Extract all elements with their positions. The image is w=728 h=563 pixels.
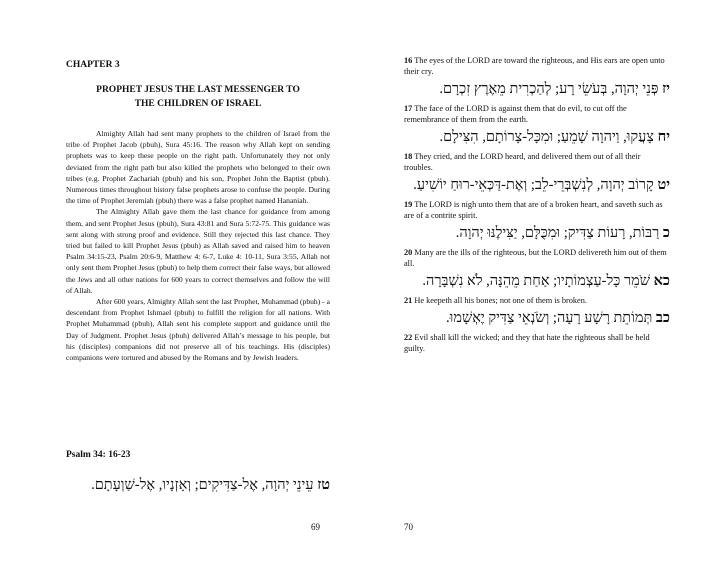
hebrew-verse-text: פְּנֵי יְהוָה, בְּעֹשֵׂי רָע; לְהַכְרִית מֵאֶרֶץ זִכְרָם. xyxy=(439,81,659,97)
right-page xyxy=(364,0,728,563)
hebrew-verse xyxy=(404,222,670,244)
hebrew-verse xyxy=(404,307,670,329)
hebrew-verse xyxy=(66,474,330,496)
verse-item xyxy=(404,103,670,148)
english-verse-text: He keepeth all his bones; not one of them is broken. xyxy=(414,296,587,305)
verse-item xyxy=(404,247,670,292)
hebrew-verse-number: כא xyxy=(653,273,670,289)
english-verse xyxy=(404,295,670,306)
english-verse-text: The face of the LORD is against them that do evil, to cut off the remembrance of them from the earth. xyxy=(404,104,627,124)
verse-item xyxy=(404,55,670,100)
verse-item xyxy=(404,295,670,329)
paragraph-1: Almighty Allah had sent many prophets to the children of Israel from the tribe of Prophet Jacob (pbuh), Sura 45:16. The reason why Allah kept on sending prophets was to keep these people on the right path. Unfortunately they not only deviated from the right path but also killed the prophets who belonged to their own tribes (e.g. Prophet Zachariah (pbuh) and his son, Prophet John the Baptist (pbuh). Numerous times throughout history false prophets arose to confuse the people. During the time of Prophet Jeremiah (pbuh) there was a false prophet named Hananiah. xyxy=(66,129,330,206)
hebrew-verse xyxy=(404,78,670,100)
english-verse xyxy=(404,151,670,173)
hebrew-verse-text: קָרוֹב יְהוָה, לְנִשְׁבְּרֵי-לֵב; וְאֶת-דַּכְּאֵי-רוּחַ יוֹשִׁיעַ. xyxy=(413,177,654,193)
english-verse-text: Evil shall kill the wicked; and they that hate the righteous shall be held guilty. xyxy=(404,333,650,353)
english-verse-text: Many are the ills of the righteous, but the LORD delivereth him out of them all. xyxy=(404,248,667,268)
hebrew-verse-number: כ xyxy=(662,225,670,241)
hebrew-verse-text: עֵינֵי יְהוָה, אֶל-צַדִּיקִים; וְאָזְנָיו, אֶל-שַׁוְעָתָם. xyxy=(91,477,314,493)
chapter-title xyxy=(66,83,330,111)
verse-number: 19 xyxy=(404,200,413,209)
hebrew-verse xyxy=(404,270,670,292)
hebrew-verse-text: צָעֲקוּ, וַיהוָה שָׁמֵעַ; וּמִכָּל-צָרוֹתָם, הִצִּילָם. xyxy=(439,129,654,145)
hebrew-verse-text: שֹׁמֵר כָּל-עַצְמוֹתָיו; אַחַת מֵהֵנָּה, לֹא נִשְׁבָּרָה. xyxy=(422,273,650,289)
verse-item xyxy=(404,199,670,244)
chapter-title-line2: THE CHILDREN OF ISRAEL xyxy=(134,99,262,109)
verse-item xyxy=(404,332,670,354)
verse-number: 21 xyxy=(404,296,413,305)
hebrew-verse-number: כב xyxy=(655,310,670,326)
english-verse-text: They cried, and the LORD heard, and delivered them out of all their troubles. xyxy=(404,152,641,172)
verse-number: 22 xyxy=(404,333,413,342)
english-verse xyxy=(404,55,670,77)
page-number-right: 70 xyxy=(404,522,413,532)
verse-number: 20 xyxy=(404,248,413,257)
hebrew-verse-text: רַבּוֹת, רָעוֹת צַדִּיק; וּמִכֻּלָּם, יַצִּילֶנּוּ יְהוָה. xyxy=(455,225,660,241)
hebrew-verse-number: יז xyxy=(662,81,670,97)
paragraph-3: After 600 years, Almighty Allah sent the last Prophet, Muhammad (pbuh) - a descendant from Prophet Ishmael (pbuh) to fulfill the religion for all nations. With Prophet Muhammad (pbuh), Allah sent his complete support and guidance until the Day of Judgment. Prophet Jesus (pbuh) delivered Allah’s message to his people, but his (disciples) companions did not preserve all of his teachings. His (disciples) companions were tortured and abused by the Romans and by Jewish leaders. xyxy=(66,297,330,363)
hebrew-verse xyxy=(404,174,670,196)
english-verse xyxy=(404,247,670,269)
chapter-title-line1: PROPHET JESUS THE LAST MESSENGER TO xyxy=(96,85,300,95)
paragraph-2: The Almighty Allah gave them the last chance for guidance from among them, and sent Prophet Jesus (pbuh), Sura 43:81 and Sura 5:72-75. This guidance was sent along with strong proof and evidence. Still they rejected this last chance. They tried but failed to kill Prophet Jesus (pbuh) as Allah saved and raised him to heaven Psalm 34:15-23, Psalm 20:6-9, Matthew 4: 6-7, Luke 4: 10-11, Sura 3:55, Allah not only sent them Prophet Jesus (pbuh) to help them correct their false ways, but allowed the Jews and all other nations for 600 years to correct themselves and follow the will of Allah. xyxy=(66,207,330,295)
page-number-left: 69 xyxy=(311,522,320,532)
hebrew-verse-number: טז xyxy=(317,477,330,493)
hebrew-verse-number: יט xyxy=(657,177,670,193)
english-verse-text: The LORD is nigh unto them that are of a broken heart, and saveth such as are of a contrite spirit. xyxy=(404,200,663,220)
verse-list xyxy=(404,55,670,354)
verse-item xyxy=(404,151,670,196)
verse-number: 17 xyxy=(404,104,413,113)
psalm-heading: Psalm 34: 16-23 xyxy=(66,450,131,460)
verse-number: 18 xyxy=(404,152,413,161)
hebrew-verse-number: יח xyxy=(657,129,670,145)
verse-number: 16 xyxy=(404,56,413,65)
english-verse xyxy=(404,332,670,354)
hebrew-verse-text: תְּמוֹתֵת רָשָׁע רָעָה; וְשֹׂנְאֵי צַדִּיק יֶאְשָׁמוּ. xyxy=(446,310,653,326)
hebrew-verse xyxy=(404,126,670,148)
english-verse-text: The eyes of the LORD are toward the righteous, and His ears are open unto their cry. xyxy=(404,56,665,76)
chapter-heading: CHAPTER 3 xyxy=(66,60,120,70)
chapter-body xyxy=(66,128,330,363)
english-verse xyxy=(404,199,670,221)
english-verse xyxy=(404,103,670,125)
